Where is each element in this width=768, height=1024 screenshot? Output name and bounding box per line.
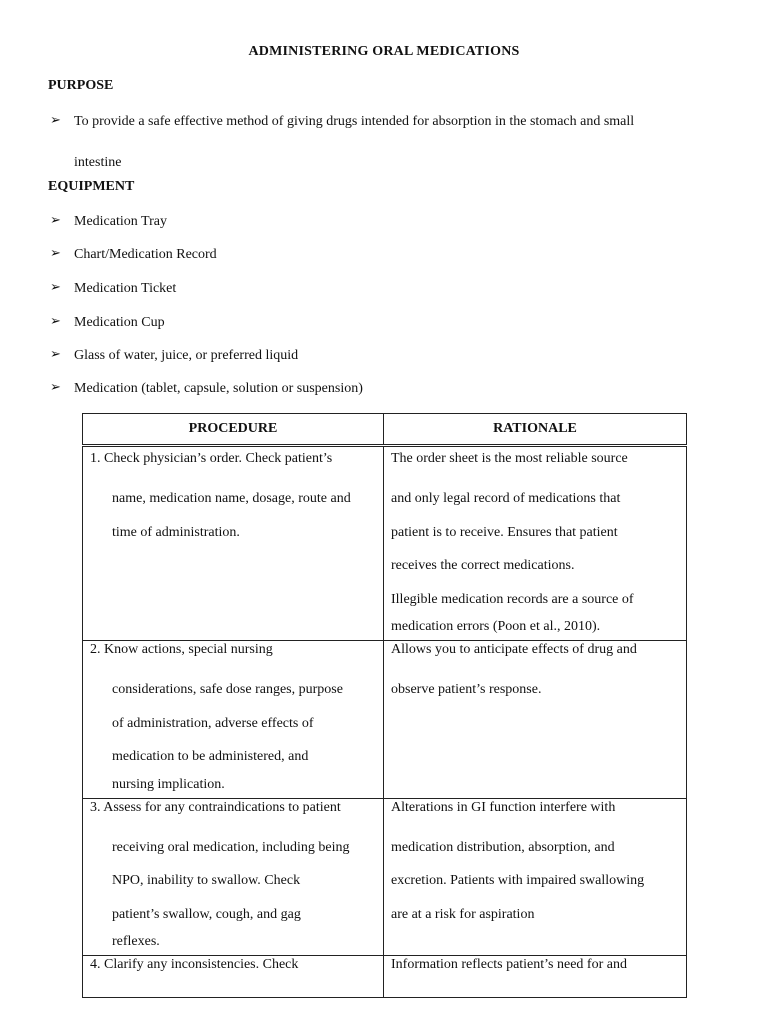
procedure-step-text: nursing implication. (112, 776, 225, 792)
arrow-bullet-icon: ➢ (50, 212, 61, 227)
procedure-cell (83, 446, 384, 641)
procedure-step-text: time of administration. (112, 524, 240, 540)
arrow-bullet-icon: ➢ (50, 379, 61, 394)
equipment-item-label: Medication (tablet, capsule, solution or suspension) (74, 381, 363, 396)
arrow-bullet-icon: ➢ (50, 346, 61, 361)
procedure-step-text: receiving oral medication, including being (112, 839, 350, 855)
rationale-text: observe patient’s response. (391, 682, 542, 697)
purpose-item-line2: intestine (74, 155, 122, 170)
rationale-text: are at a risk for aspiration (391, 906, 535, 922)
equipment-item-label: Medication Cup (74, 315, 165, 330)
procedure-column-header: PROCEDURE (83, 414, 384, 446)
rationale-text: Allows you to anticipate effects of drug and (391, 642, 637, 657)
rationale-column-header: RATIONALE (384, 414, 687, 446)
rationale-text: Information reflects patient’s need for and (391, 957, 627, 972)
arrow-bullet-icon: ➢ (50, 112, 61, 127)
equipment-item-label: Chart/Medication Record (74, 247, 217, 262)
arrow-bullet-icon: ➢ (50, 279, 61, 294)
procedure-step-text: of administration, adverse effects of (112, 715, 314, 731)
procedure-step-text: 3. Assess for any contraindications to patient (90, 799, 341, 815)
arrow-bullet-icon: ➢ (50, 245, 61, 260)
rationale-text: receives the correct medications. (391, 558, 575, 573)
purpose-heading: PURPOSE (48, 78, 114, 93)
procedure-table (82, 413, 687, 998)
procedure-step-text: reflexes. (112, 934, 160, 949)
rationale-text: The order sheet is the most reliable source (391, 451, 628, 466)
rationale-text: and only legal record of medications that (391, 491, 621, 506)
rationale-cell (384, 956, 687, 998)
procedure-step-text: considerations, safe dose ranges, purpose (112, 682, 343, 697)
procedure-step-text: 1. Check physician’s order. Check patient’s (90, 451, 333, 466)
procedure-step-text: name, medication name, dosage, route and (112, 491, 351, 506)
rationale-text: medication distribution, absorption, and (391, 839, 615, 855)
rationale-cell (384, 798, 687, 956)
procedure-step-text: medication to be administered, and (112, 749, 309, 764)
procedure-cell (83, 956, 384, 998)
rationale-text: medication errors (Poon et al., 2010). (391, 619, 601, 634)
purpose-item-line1: To provide a safe effective method of giving drugs intended for absorption in the stomach and small (74, 114, 635, 129)
rationale-cell (384, 446, 687, 641)
rationale-text: Illegible medication records are a source of (391, 591, 634, 607)
equipment-item-label: Medication Ticket (74, 281, 177, 296)
table-row (83, 956, 687, 998)
equipment-item-label: Glass of water, juice, or preferred liquid (74, 348, 299, 363)
rationale-cell (384, 641, 687, 799)
rationale-text: excretion. Patients with impaired swallowing (391, 873, 645, 888)
procedure-step-text: 4. Clarify any inconsistencies. Check (90, 957, 299, 972)
table-row (83, 641, 687, 799)
table-row (83, 446, 687, 641)
table-row (83, 798, 687, 956)
rationale-text: Alterations in GI function interfere with (391, 799, 616, 815)
equipment-item-label: Medication Tray (74, 214, 167, 229)
procedure-cell (83, 798, 384, 956)
equipment-heading: EQUIPMENT (48, 179, 135, 194)
arrow-bullet-icon: ➢ (50, 313, 61, 328)
document-title: ADMINISTERING ORAL MEDICATIONS (248, 44, 520, 59)
rationale-text: patient is to receive. Ensures that patient (391, 524, 618, 540)
procedure-step-text: NPO, inability to swallow. Check (112, 873, 301, 888)
procedure-step-text: 2. Know actions, special nursing (90, 642, 273, 657)
procedure-cell (83, 641, 384, 799)
procedure-step-text: patient’s swallow, cough, and gag (112, 906, 301, 922)
